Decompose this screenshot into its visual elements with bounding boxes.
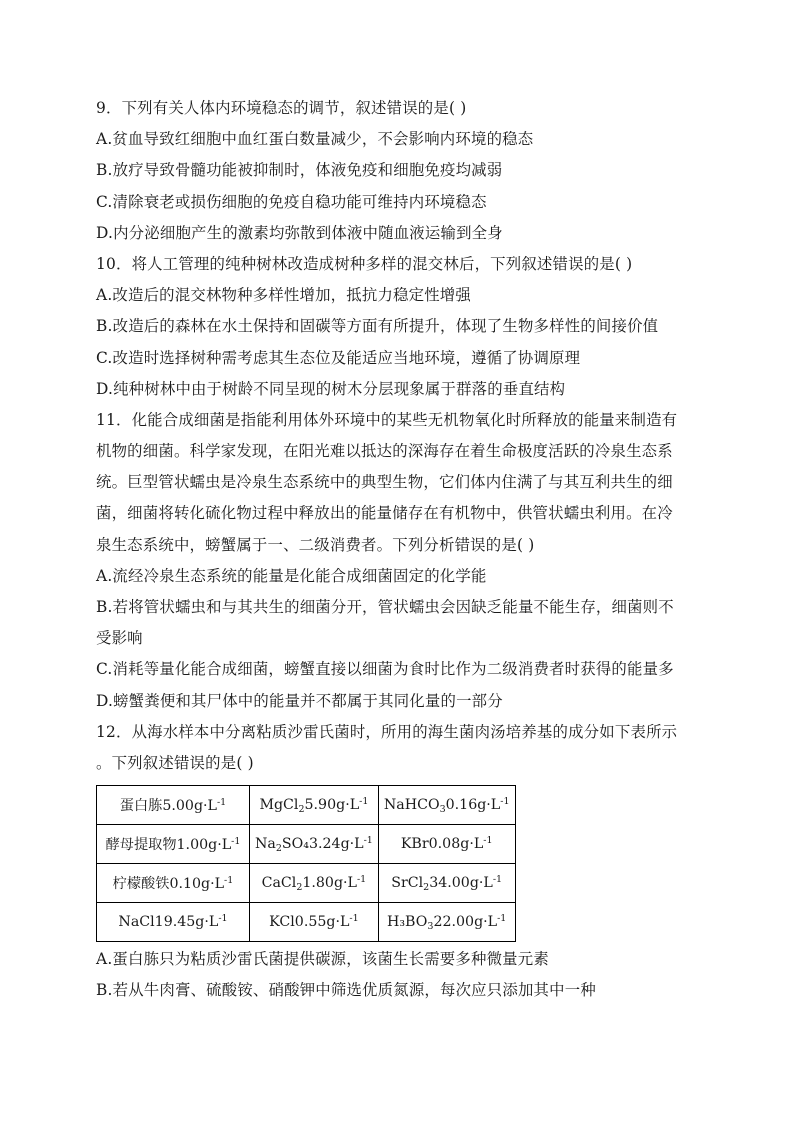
answer-option-B: B.若从牛肉膏、硫酸铵、硝酸钾中筛选优质氮源，每次应只添加其中一种 [96, 981, 596, 1000]
component-name: 柠檬酸铁 [112, 876, 170, 893]
question-stem-line: 9．下列有关人体内环境稳态的调节，叙述错误的是( ) [96, 99, 467, 117]
table-row [97, 864, 516, 903]
question-stem-line: 泉生态系统中，螃蟹属于一、二级消费者。下列分析错误的是( ) [96, 535, 535, 554]
answer-option-B: 受影响 [96, 629, 143, 648]
unit: g·L [333, 875, 357, 892]
unit-exponent: -1 [500, 796, 510, 808]
formula-subscript: 2 [298, 804, 305, 816]
table-cell [97, 825, 250, 864]
answer-option-C: C.清除衰老或损伤细胞的免疫自稳功能可维持内环境稳态 [96, 192, 487, 211]
table-cell [250, 864, 379, 903]
medium-composition-table [96, 785, 516, 942]
answer-option-C: C.改造时选择树种需考虑其生态位及能适应当地环境，遵循了协调原理 [96, 348, 581, 367]
table-row [97, 786, 516, 825]
table-cell [250, 903, 379, 942]
answer-option-B: B.改造后的森林在水土保持和固碳等方面有所提升，体现了生物多样性的间接价值 [96, 317, 659, 336]
question-12 [96, 717, 702, 1007]
formula-subscript: 3 [439, 804, 446, 816]
formula-subscript: 2 [423, 882, 430, 894]
component-name: KBr [400, 836, 429, 853]
component-name: 蛋白胨 [119, 798, 163, 815]
unit: g·L [201, 876, 225, 893]
component-amount: 22.00 [433, 914, 475, 931]
unit: g·L [460, 836, 484, 853]
table-cell [378, 903, 515, 942]
question-stem-line: 11．化能合成细菌是指能利用体外环境中的某些无机物氧化时所释放的能量来制造有 [96, 410, 678, 429]
component-name: KCl [269, 914, 295, 931]
unit-exponent: -1 [497, 913, 507, 925]
component-amount: 1.00 [176, 837, 209, 854]
question-stem-line: 。下列叙述错误的是( ) [96, 753, 254, 772]
question-10 [96, 249, 702, 405]
answer-option-B: B.若将管状蠕虫和与其共生的细菌分开，管状蠕虫会因缺乏能量不能生存，细菌则不 [96, 598, 674, 616]
unit-exponent: -1 [359, 796, 369, 808]
question-content [96, 93, 702, 1007]
unit-exponent: -1 [356, 874, 367, 886]
component-amount: 0.55 [294, 914, 327, 931]
unit-exponent: -1 [349, 913, 359, 925]
unit: g·L [193, 798, 217, 815]
answer-option-A: A.蛋白胨只为粘质沙雷氏菌提供碳源，该菌生长需要多种微量元素 [96, 950, 549, 969]
question-stem-line: 10．将人工管理的纯种树林改造成树种多样的混交林后，下列叙述错误的是( ) [96, 254, 633, 273]
answer-option-D: D.内分泌细胞产生的激素均弥散到体液中随血液运输到全身 [96, 223, 503, 242]
component-amount: 3.24 [308, 836, 341, 853]
unit: g·L [340, 836, 364, 853]
table-cell [250, 825, 379, 864]
formula-subscript: 3 [427, 921, 434, 933]
component-name: MgCl [259, 797, 299, 814]
component-amount: 0.10 [169, 876, 202, 893]
component-name-rest: SO₄ [281, 836, 309, 853]
component-amount: 1.80 [302, 875, 334, 892]
unit: g·L [336, 797, 360, 814]
table-cell [378, 825, 515, 864]
component-name: 酵母提取物 [105, 837, 177, 854]
table-cell [97, 864, 250, 903]
answer-option-D: D.纯种树林中由于树龄不同呈现的树木分层现象属于群落的垂直结构 [96, 379, 566, 398]
unit-exponent: -1 [216, 797, 227, 809]
question-stem-line: 机物的细菌。科学家发现，在阳光难以抵达的深海存在着生命极度活跃的冷泉生态系 [96, 442, 673, 461]
unit-exponent: -1 [492, 874, 503, 886]
question-stem-line: 统。巨型管状蠕虫是冷泉生态系统中的典型生物，它们体内住满了与其互利共生的细 [96, 473, 673, 492]
unit-exponent: -1 [483, 835, 493, 847]
unit: g·L [469, 875, 493, 892]
component-name: Na [255, 836, 276, 853]
unit: g·L [477, 797, 501, 814]
component-name: NaCl [118, 914, 155, 931]
answer-option-A: A.流经冷泉生态系统的能量是化能合成细菌固定的化学能 [96, 566, 487, 585]
formula-subscript: 2 [275, 843, 282, 855]
answer-option-A: A.改造后的混交林物种多样性增加，抵抗力稳定性增强 [96, 286, 471, 305]
component-amount: 0.16 [445, 797, 478, 814]
component-name: SrCl [391, 875, 424, 892]
table-cell [97, 903, 250, 942]
unit-exponent: -1 [218, 913, 228, 925]
unit-exponent: -1 [224, 875, 234, 887]
component-amount: 5.90 [304, 797, 337, 814]
formula-subscript: 2 [296, 882, 303, 894]
component-name: NaHCO [383, 797, 440, 814]
component-amount: 5.00 [162, 798, 194, 815]
component-name: CaCl [261, 875, 297, 892]
answer-option-D: D.螃蟹粪便和其尸体中的能量并不都属于其同化量的一部分 [96, 691, 503, 710]
component-name: H₃BO [387, 914, 428, 931]
question-stem-line: 12．从海水样本中分离粘质沙雷氏菌时，所用的海生菌肉汤培养基的成分如下表所示 [96, 722, 678, 741]
table-cell [250, 786, 379, 825]
component-amount: 34.00 [429, 875, 470, 892]
question-11 [96, 405, 702, 717]
unit: g·L [326, 914, 350, 931]
unit: g·L [474, 914, 498, 931]
answer-option-C: C.消耗等量化能合成细菌，螃蟹直接以细菌为食时比作为二级消费者时获得的能量多 [96, 660, 674, 679]
answer-option-B: B.放疗导致骨髓功能被抑制时，体液免疫和细胞免疫均减弱 [96, 161, 503, 180]
table-row [97, 825, 516, 864]
unit: g·L [208, 837, 232, 854]
question-stem-line: 菌，细菌将转化硫化物过程中释放出的能量储存在有机物中，供管状蠕虫利用。在冷 [96, 504, 673, 523]
unit-exponent: -1 [363, 835, 373, 847]
unit: g·L [195, 914, 219, 931]
question-9 [96, 93, 702, 249]
table-cell [97, 786, 250, 825]
table-cell [378, 786, 515, 825]
table-cell [378, 864, 515, 903]
component-amount: 19.45 [154, 914, 196, 931]
component-amount: 0.08 [428, 836, 461, 853]
table-row [97, 903, 516, 942]
answer-option-A: A.贫血导致红细胞中血红蛋白数量减少，不会影响内环境的稳态 [96, 130, 534, 149]
unit-exponent: -1 [231, 836, 241, 848]
